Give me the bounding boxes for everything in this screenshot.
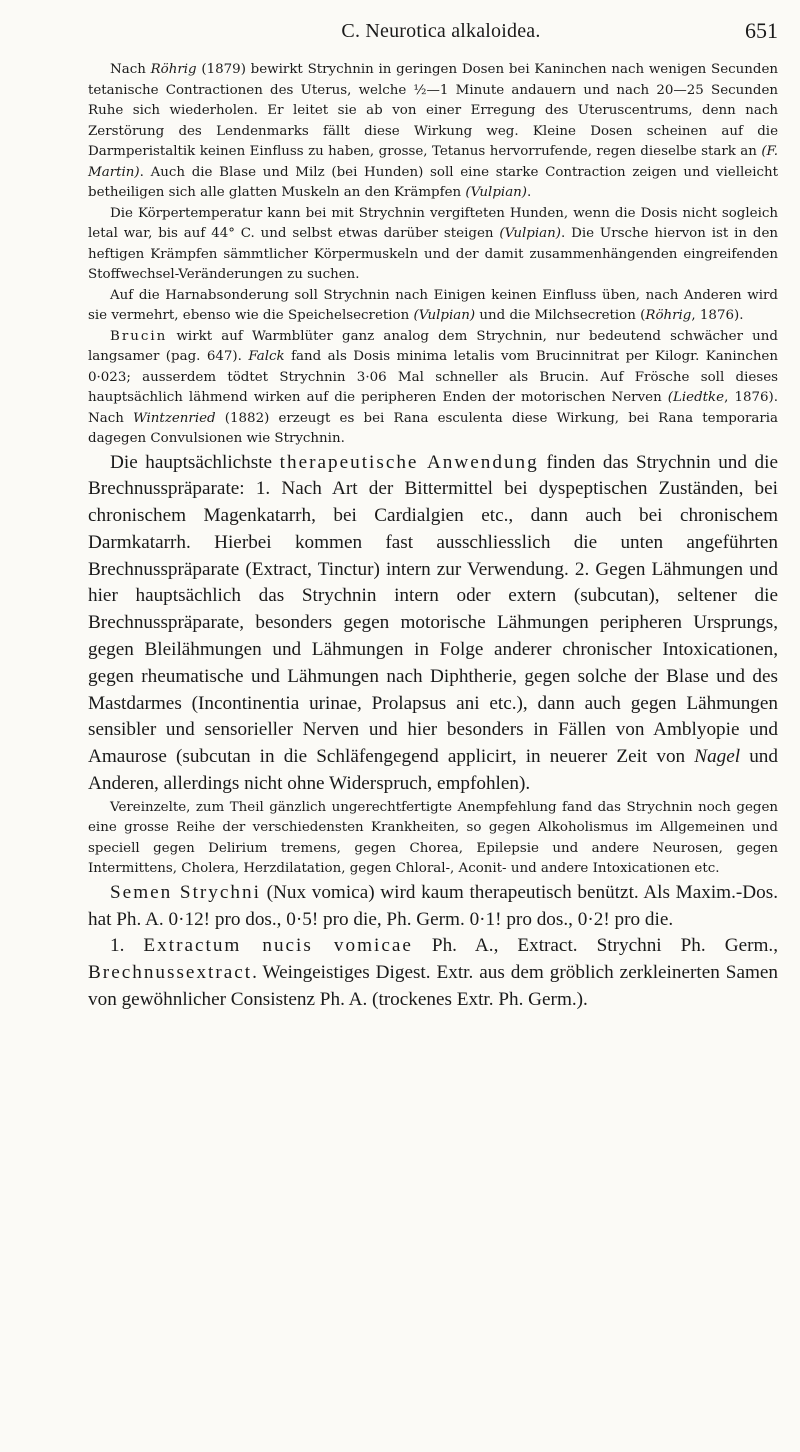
italic-text: (Vulpian) [499,226,561,241]
italic-text: Nagel [694,746,741,768]
italic-text: Röhrig [150,62,197,77]
text-run: . [527,185,532,200]
text-run: wirkt auf Warmblüter ganz analog dem Strychnin, nur bedeutend schwächer und langsamer (pag. 647). [88,328,778,364]
text-run: . Die Ursche hiervon ist in den heftigen Krämpfen sämmtlicher Körpermuskeln und der damit zusammenhängenden eingreifenden Stoffwechsel-Veränderungen zu suchen. [88,226,778,282]
text-run: (1882) erzeugt es bei Rana esculenta diese Wirkung, bei Rana temporaria dagegen Convulsionen wie Strychnin. [88,410,778,446]
text-run: (1879) bewirkt Strychnin in geringen Dosen bei Kaninchen nach wenigen Secunden tetanische Contractionen des Uterus, welche ½—1 Minute andauern und nach 20—25 Secunden Ruhe sich wiederholen. Er leitet sie ab von einer Erregung des Uteruscentrums, denn nach Zerstörung des Lendenmarks fällt diese Wirkung weg. Kleine Dosen scheinen auf die Darmperistaltik keinen Einfluss zu haben, grosse, Tetanus hervorrufende, regen dieselbe stark an [88,62,778,159]
text-run: Vereinzelte, zum Theil gänzlich ungerechtfertigte Anempfehlung fand das Strychnin noch gegen eine grosse Reihe der verschiedensten Krankheiten, so gegen Alkoholismus im Allgemeinen und speciell gegen Delirium tremens, gegen Chorea, Epilepsie und andere Neurosen, gegen Intermittens, Cholera, Herzdilatation, gegen Chloral-, Aconit- und andere Intoxicationen etc. [88,799,778,877]
italic-text: Röhrig [645,308,692,323]
text-run: Nach [110,62,151,77]
italic-text: (F. Martin) [88,144,778,180]
paragraph [88,204,778,286]
paragraph [88,880,778,934]
paragraph [88,798,778,880]
paragraph [88,60,778,204]
spaced-text: Brucin [110,328,168,344]
text-run: 1. [110,935,144,957]
text-run: . Auch die Blase und Milz (bei Hunden) soll eine starke Contraction zeigen und vielleicht betheiligen sich alle glatten Muskeln an den Krämpfen [88,164,778,200]
text-run: und Anderen, allerdings nicht ohne Widerspruch, empfohlen). [88,746,778,795]
italic-text: (Liedtke [667,390,725,405]
spaced-text: Extractum nucis vomicae [143,935,413,957]
italic-text: Wintzenried [133,410,216,426]
text-run: Auf die Harnabsonderung soll Strychnin nach Einigen keinen Einfluss üben, nach Anderen wird sie vermehrt, ebenso wie die Speichelsecretion [88,287,778,323]
italic-text: (Vulpian) [413,308,476,323]
running-header [96,14,786,50]
text-run: , 1876). Nach [88,390,779,426]
running-title: C. Neurotica alkaloidea. [341,20,541,42]
text-run: fand als Dosis minima letalis vom Brucinnitrat per Kilogr. Kaninchen 0·023; ausserdem tödtet Strychnin 3·06 Mal schneller als Brucin. Auf Frösche soll dieses hauptsächlich lähmend wirken auf die peripheren Enden der motorischen Nerven [88,349,778,405]
spaced-text: Brechnussextract [88,962,253,984]
main-text [88,60,778,1014]
italic-text: (Vulpian) [465,185,528,200]
page-number: 651 [745,18,778,43]
text-run: , 1876). [691,308,744,323]
text-run: und die Milchsecretion ( [475,308,646,323]
spaced-text: therapeutische Anwendung [279,451,539,473]
text-run: . Weingeistiges Digest. Extr. aus dem gröblich zerkleinerten Samen von gewöhnlicher Consistenz Ph. A. (trockenes Extr. Ph. Germ.). [88,962,778,1011]
paragraph [88,286,778,327]
paragraph [88,327,778,450]
paragraph [88,450,778,798]
italic-text: Falck [248,349,285,364]
text-run: Die hauptsächlichste [110,451,280,473]
text-run: (Nux vomica) wird kaum therapeutisch benützt. Als Maxim.-Dos. hat Ph. A. 0·12! pro dos., 0·5! pro die, Ph. Germ. 0·1! pro dos., 0·2! pro die. [88,881,778,930]
text-run: Die Körpertemperatur kann bei mit Strychnin vergifteten Hunden, wenn die Dosis nicht sogleich letal war, bis auf 44° C. und selbst etwas darüber steigen [88,205,778,241]
text-run: finden das Strychnin und die Brechnusspräparate: 1. Nach Art der Bittermittel bei dyspeptischen Zuständen, bei chronischem Magenkatarrh, bei Cardialgien etc., dann auch bei chronischem Darmkatarrh. Hierbei kommen fast ausschliesslich die unten angeführten Brechnusspräparate (Extract, Tinctur) intern zur Verwendung. 2. Gegen Lähmungen und hier hauptsächlich das Strychnin intern oder extern (subcutan), seltener die Brechnusspräparate, besonders gegen motorische Lähmungen peripheren Ursprungs, gegen Bleilähmungen und Lähmungen in Folge anderer chronischer Intoxicationen, gegen rheumatische und Lähmungen nach Diphtherie, gegen solche der Blase und des Mastdarmes (Incontinentia urinae, Prolapsus ani etc.), dann auch gegen Lähmungen sensibler und sensorieller Nerven und hier besonders in Fällen von Amblyopie und Amaurose (subcutan in die Schläfengegend applicirt, in neuerer Zeit von [88,451,778,768]
spaced-text: Semen Strychni [110,881,261,903]
paragraph [88,933,778,1013]
text-run: Ph. A., Extract. Strychni Ph. Germ., [412,935,779,957]
